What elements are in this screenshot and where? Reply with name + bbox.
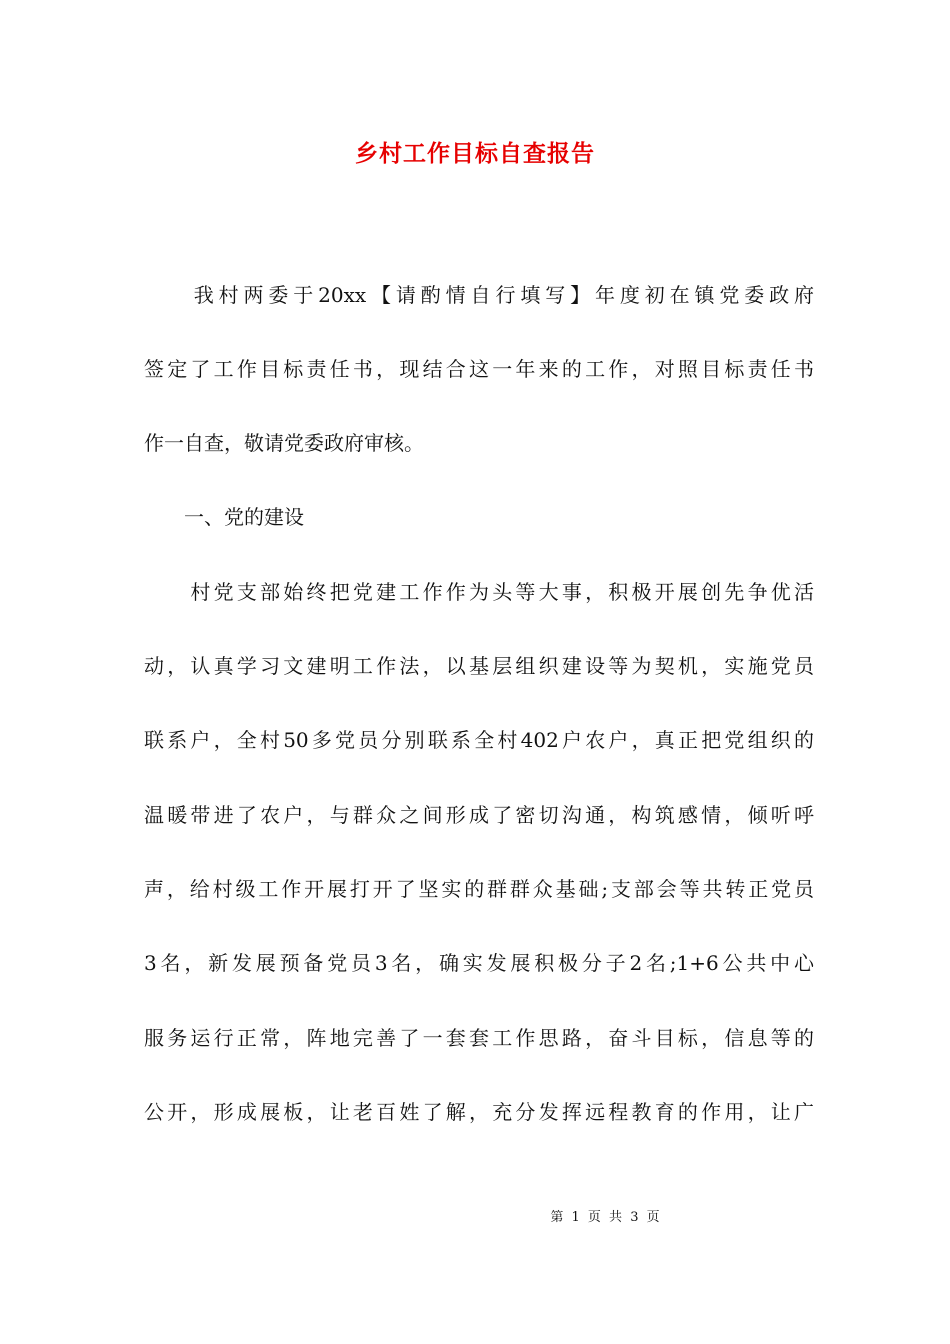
paragraph-line: 动，认真学习文建明工作法，以基层组织建设等为契机，实施党员 (144, 654, 814, 678)
paragraph-line: 村党支部始终把党建工作作为头等大事，积极开展创先争优活 (144, 580, 814, 604)
paragraph-line: 3名，新发展预备党员3名，确实发展积极分子2名;1+6公共中心 (144, 951, 814, 975)
section-heading: 一、党的建设 (144, 505, 304, 529)
paragraph-line: 温暖带进了农户，与群众之间形成了密切沟通，构筑感情，倾听呼 (144, 803, 814, 827)
paragraph-line: 作一自查，敬请党委政府审核。 (144, 431, 424, 455)
paragraph-line: 我村两委于20xx【请酌情自行填写】年度初在镇党委政府 (144, 283, 814, 307)
paragraph-line: 签定了工作目标责任书，现结合这一年来的工作，对照目标责任书 (144, 357, 814, 381)
paragraph-line: 服务运行正常，阵地完善了一套套工作思路，奋斗目标，信息等的 (144, 1026, 814, 1050)
paragraph-line: 公开，形成展板，让老百姓了解，充分发挥远程教育的作用，让广 (144, 1100, 814, 1124)
paragraph-line: 联系户，全村50多党员分别联系全村402户农户，真正把党组织的 (144, 728, 814, 752)
paragraph-line: 声，给村级工作开展打开了坚实的群群众基础;支部会等共转正党员 (144, 877, 814, 901)
page-footer: 第 1 页 共 3 页 (550, 1210, 660, 1225)
document-title: 乡村工作目标自查报告 (355, 140, 595, 167)
